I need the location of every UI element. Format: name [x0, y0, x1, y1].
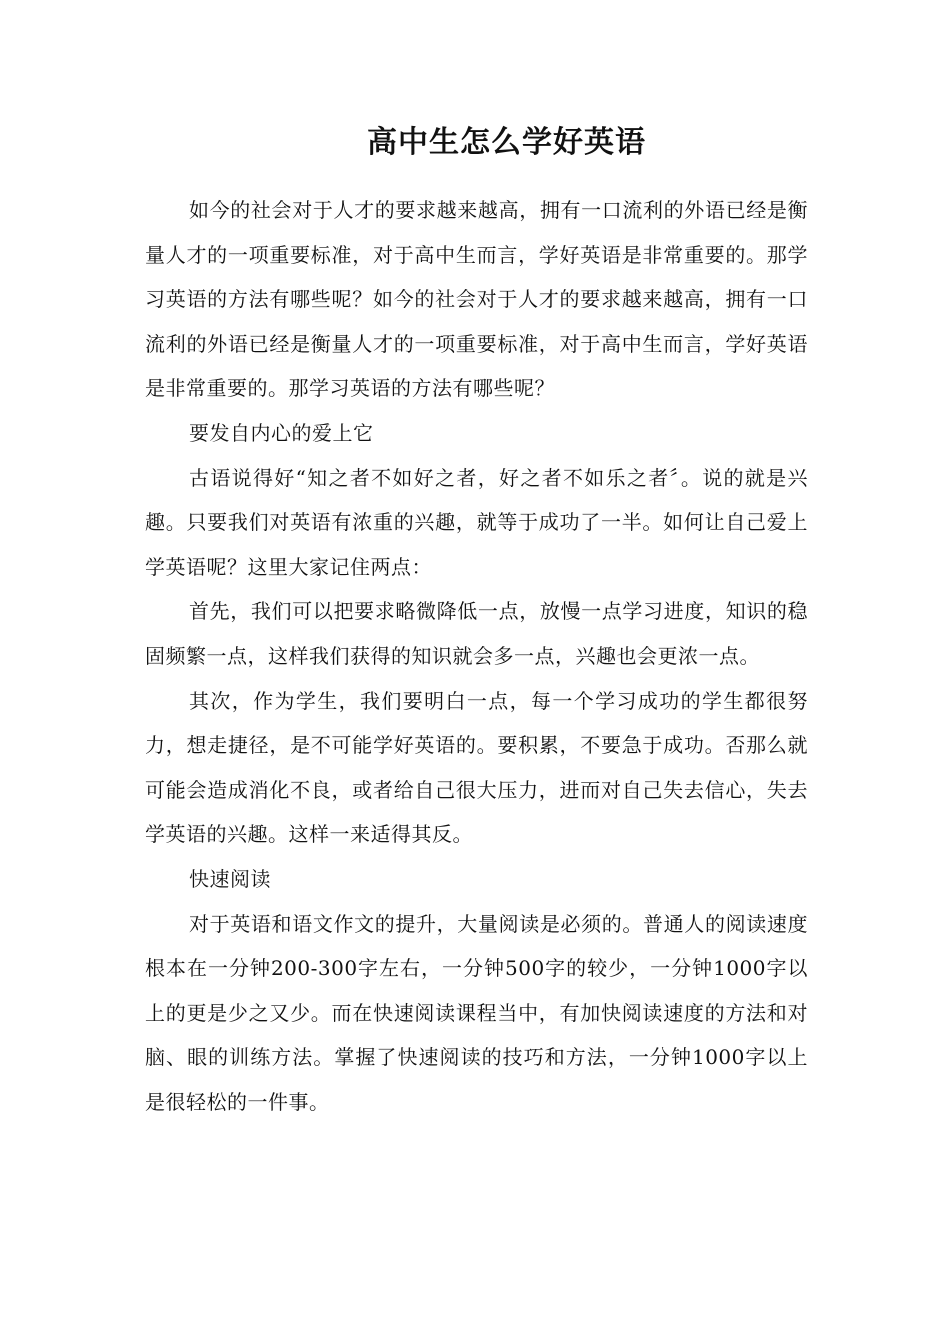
document-body: [145, 120, 808, 1124]
paragraph-first-point: 首先，我们可以把要求略微降低一点，放慢一点学习进度，知识的稳固频繁一点，这样我们获得的知识就会多一点，兴趣也会更浓一点。: [145, 599, 808, 668]
document-title: 高中生怎么学好英语: [367, 125, 646, 160]
paragraph-intro: 如今的社会对于人才的要求越来越高，拥有一口流利的外语已经是衡量人才的一项重要标准，对于高中生而言，学好英语是非常重要的。那学习英语的方法有哪些呢？如今的社会对于人才的要求越来越高，拥有一口流利的外语已经是衡量人才的一项重要标准，对于高中生而言，学好英语是非常重要的。那学习英语的方法有哪些呢？: [145, 198, 808, 401]
paragraph-second-point: 其次，作为学生，我们要明白一点，每一个学习成功的学生都很努力，想走捷径，是不可能学好英语的。要积累，不要急于成功。否那么就可能会造成消化不良，或者给自己很大压力，进而对自己失去信心，失去学英语的兴趣。这样一来适得其反。: [145, 688, 808, 847]
paragraph-interest: 古语说得好“知之者不如好之者，好之者不如乐之者〞。说的就是兴趣。只要我们对英语有浓重的兴趣，就等于成功了一半。如何让自己爱上学英语呢？这里大家记住两点：: [145, 465, 808, 579]
section-heading-speed-reading: 快速阅读: [189, 866, 271, 891]
section-heading-love-it: 要发自内心的爱上它: [189, 420, 374, 445]
paragraph-speed-reading: 对于英语和语文作文的提升，大量阅读是必须的。普通人的阅读速度根本在一分钟200-300字左右，一分钟500字的较少，一分钟1000字以上的更是少之又少。而在快速阅读课程当中，有加快阅读速度的方法和对脑、眼的训练方法。掌握了快速阅读的技巧和方法，一分钟1000字以上是很轻松的一件事。: [145, 911, 808, 1114]
